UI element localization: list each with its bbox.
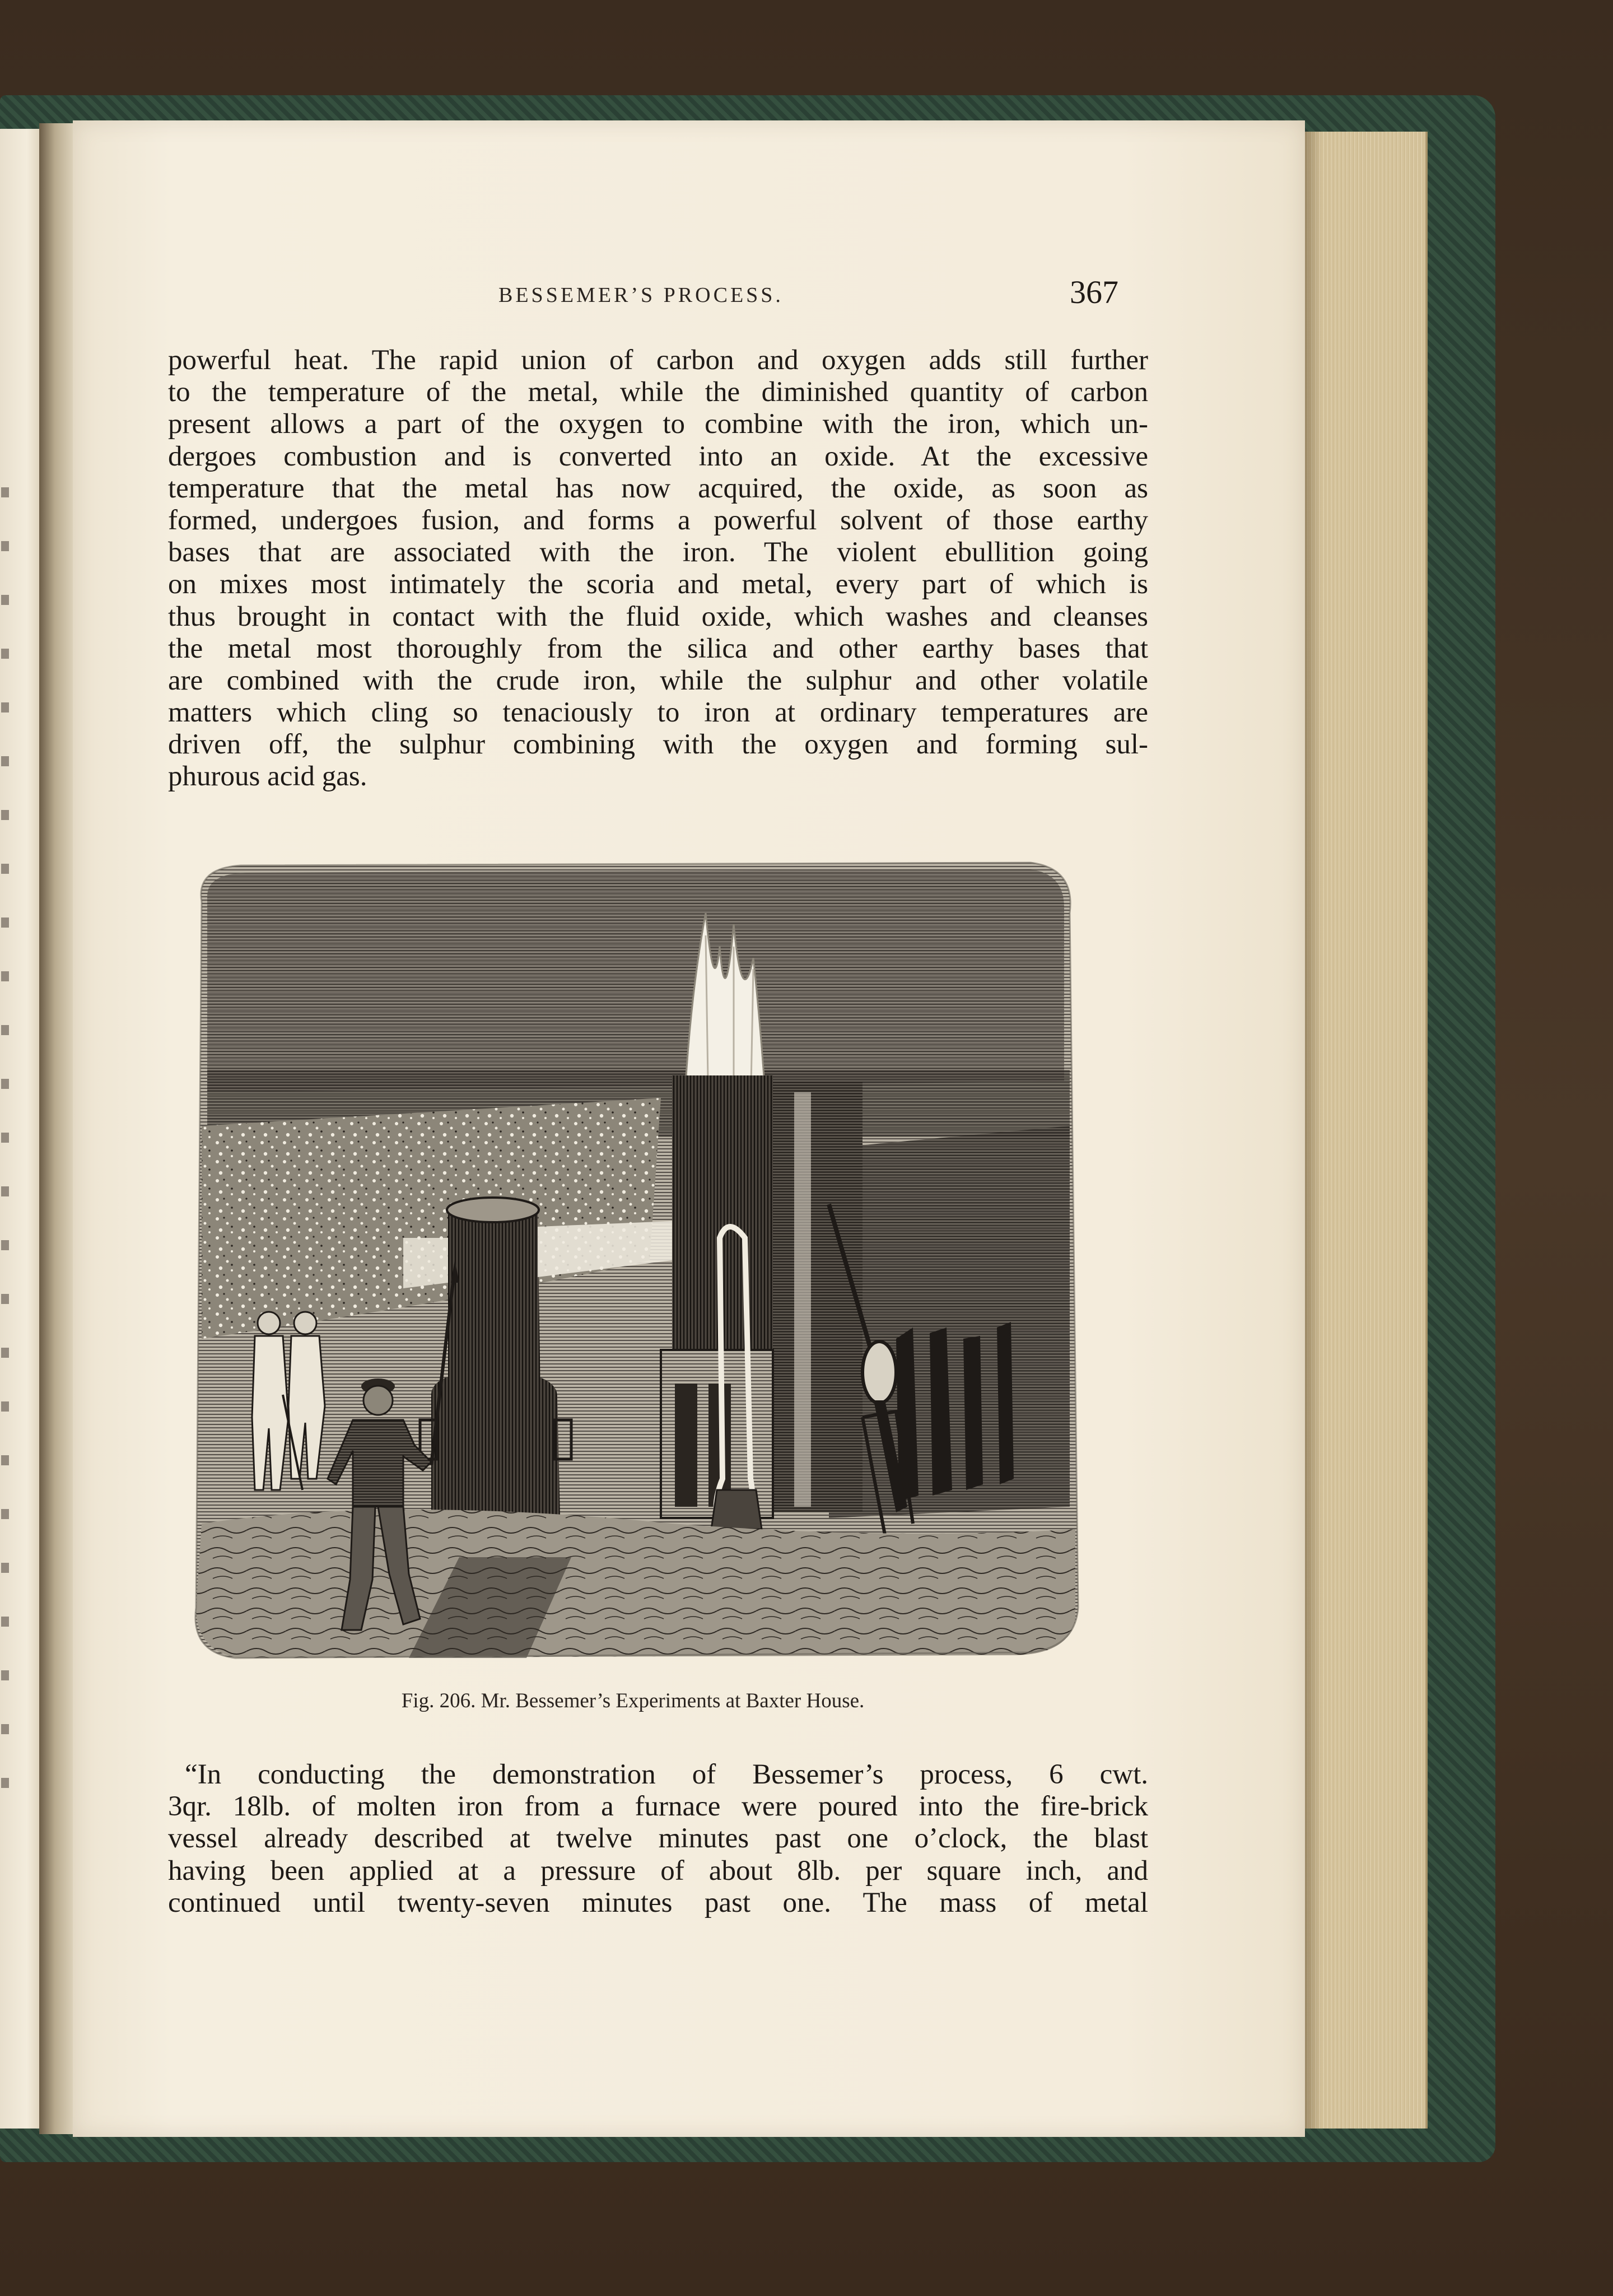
page-edge-shadow [1305,132,1322,2129]
page-number: 367 [1070,274,1118,310]
text-line: 3qr. 18lb. of molten iron from a furnace were poured into the fire-brick [168,1791,1148,1823]
ladle-bowl [863,1342,896,1403]
text-line: present allows a part of the oxygen to combine with the iron, which un- [168,408,1148,440]
figure-caption: Fig. 206. Mr. Bessemer’s Experiments at Baxter House. [401,1689,865,1712]
text-line: “In conducting the demonstration of Bessemer’s process, 6 cwt. [185,1759,1148,1790]
text-line: powerful heat. The rapid union of carbon and oxygen adds still further [168,344,1148,376]
paragraph-2 [168,1759,1148,1919]
engraving-illustration [168,835,1098,1669]
facing-page-text-marks [1,465,9,1809]
paragraph-1 [168,344,1148,793]
engraving-figure [168,835,1098,1669]
text-line: dergoes combustion and is converted into an oxide. At the excessive [168,440,1148,472]
text-line: on mixes most intimately the scoria and metal, every part of which is [168,569,1148,600]
converter-tower-side [773,1081,863,1512]
page-edges [1305,132,1428,2129]
facing-page-edge [0,129,45,2129]
text-line: temperature that the metal has now acquired, the oxide, as soon as [168,472,1148,504]
text-line: formed, undergoes fusion, and forms a powerful solvent of those earthy [168,504,1148,536]
text-line: vessel already described at twelve minutes past one o’clock, the blast [168,1823,1148,1855]
text-line: to the temperature of the metal, while the diminished quantity of carbon [168,376,1148,408]
text-line: bases that are associated with the iron. The violent ebullition going [168,537,1148,569]
text-line: are combined with the crude iron, while the sulphur and other volatile [168,664,1148,696]
cupola-furnace [448,1198,540,1395]
running-head: BESSEMER’S PROCESS. [498,283,784,307]
text-line: having been applied at a pressure of about 8lb. per square inch, and [168,1855,1148,1887]
text-line: continued until twenty-seven minutes past one. The mass of metal [168,1887,1148,1918]
text-line: thus brought in contact with the fluid oxide, which washes and cleanses [168,600,1148,632]
text-line: phurous acid gas. [168,761,367,793]
text-line: driven off, the sulphur combining with the oxygen and forming sul- [168,729,1148,761]
text-line: the metal most thoroughly from the silica and other earthy bases that [168,632,1148,664]
text-line: matters which cling so tenaciously to iron at ordinary temperatures are [168,697,1148,729]
